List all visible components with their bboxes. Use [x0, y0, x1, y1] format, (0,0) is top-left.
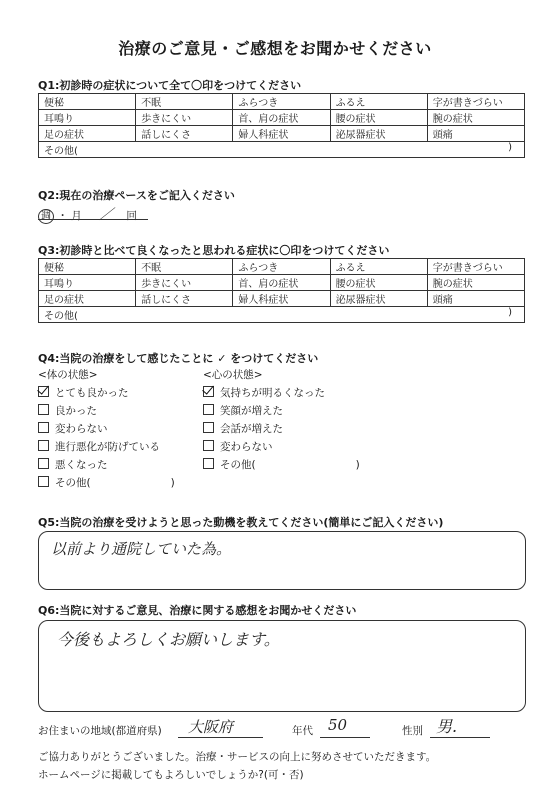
age-underline: [320, 737, 370, 738]
checkbox-label: 変わらない: [220, 441, 273, 453]
q5-answer: 以前より通院していた為。: [51, 540, 232, 558]
checkbox-item[interactable]: [38, 402, 218, 420]
gender-underline: [430, 737, 490, 738]
region-underline: [178, 737, 263, 738]
symptom-cell[interactable]: 首、肩の症状: [233, 110, 330, 126]
table-row: [39, 126, 525, 142]
checkbox-icon[interactable]: [38, 386, 49, 397]
q1-label: Q1:初診時の症状について全て〇印をつけてください: [38, 79, 302, 92]
gender-value[interactable]: 男.: [436, 717, 458, 736]
symptom-cell[interactable]: 不眠: [136, 259, 233, 275]
other-close-paren: ): [355, 459, 360, 471]
symptom-cell[interactable]: ふらつき: [233, 259, 330, 275]
checkbox-item[interactable]: [203, 402, 433, 420]
checkbox-label: 気持ちが明るくなった: [220, 387, 325, 399]
symptom-cell[interactable]: ふるえ: [330, 259, 427, 275]
region-label: お住まいの地域(都道府県): [38, 725, 162, 737]
pace-separator: ・: [57, 210, 68, 222]
checkbox-icon[interactable]: [203, 422, 214, 433]
symptom-cell[interactable]: 字が書きづらい: [427, 94, 524, 110]
region-value[interactable]: 大阪府: [188, 718, 234, 736]
q3-label: Q3:初診時と比べて良くなったと思われる症状に〇印をつけてください: [38, 244, 390, 257]
gender-label: 性別: [402, 725, 423, 737]
checkbox-icon[interactable]: [38, 404, 49, 415]
symptom-cell[interactable]: 腰の症状: [330, 110, 427, 126]
symptom-cell[interactable]: 足の症状: [39, 126, 136, 142]
checkbox-item[interactable]: [203, 438, 433, 456]
table-row: [39, 110, 525, 126]
q2-pace-field: [38, 204, 137, 224]
symptom-cell[interactable]: 泌尿器症状: [330, 126, 427, 142]
symptom-cell[interactable]: ふらつき: [233, 94, 330, 110]
symptom-cell[interactable]: 便秘: [39, 259, 136, 275]
age-value[interactable]: 50: [328, 716, 348, 734]
checkbox-icon[interactable]: [203, 386, 214, 397]
checkbox-item[interactable]: [38, 474, 218, 492]
checkbox-label: とても良かった: [55, 387, 129, 399]
checkbox-label: 会話が増えた: [220, 423, 283, 435]
other-label: その他(: [44, 146, 78, 157]
checkbox-label: その他(: [55, 477, 91, 489]
checkbox-label: 良かった: [55, 405, 97, 417]
q2-underline: [38, 219, 148, 220]
times-label: 回: [126, 210, 137, 222]
checkbox-icon[interactable]: [38, 440, 49, 451]
other-close-paren: ): [508, 307, 512, 318]
other-symptom-field[interactable]: [39, 142, 525, 158]
symptom-cell[interactable]: 腕の症状: [427, 275, 524, 291]
q2-label: Q2:現在の治療ペースをご記入ください: [38, 189, 235, 202]
q6-label: Q6:当院に対するご意見、治療に関する感想をお聞かせください: [38, 604, 357, 617]
checkbox-item[interactable]: [203, 384, 433, 402]
homepage-consent: ホームページに掲載してもよろしいでしょうか?(可・否): [38, 769, 304, 781]
symptom-cell[interactable]: 頭痛: [427, 291, 524, 307]
symptom-cell[interactable]: 泌尿器症状: [330, 291, 427, 307]
symptom-cell[interactable]: 字が書きづらい: [427, 259, 524, 275]
symptom-cell[interactable]: 腕の症状: [427, 110, 524, 126]
checkbox-label: 悪くなった: [55, 459, 108, 471]
checkbox-label: 笑顔が増えた: [220, 405, 283, 417]
q4-label: Q4:当院の治療をして感じたことに ✓ をつけてください: [38, 352, 319, 365]
checkbox-icon[interactable]: [203, 458, 214, 469]
q6-answer-box[interactable]: [38, 620, 526, 712]
q6-answer: 今後もよろしくお願いします。: [57, 630, 280, 649]
symptom-cell[interactable]: 首、肩の症状: [233, 275, 330, 291]
symptom-cell[interactable]: 婦人科症状: [233, 291, 330, 307]
other-close-paren: ): [508, 142, 512, 153]
checkbox-item[interactable]: [38, 438, 218, 456]
checkbox-label: その他(: [220, 459, 256, 471]
symptom-cell[interactable]: 不眠: [136, 94, 233, 110]
symptom-cell[interactable]: 話しにくさ: [136, 291, 233, 307]
week-circled: 週: [38, 209, 54, 224]
body-state-header: <体の状態>: [38, 369, 98, 381]
q4-mind-column: [203, 366, 433, 474]
symptom-cell[interactable]: 耳鳴り: [39, 275, 136, 291]
checkbox-icon[interactable]: [203, 440, 214, 451]
table-row-other: [39, 307, 525, 323]
symptom-cell[interactable]: 便秘: [39, 94, 136, 110]
q5-label: Q5:当院の治療を受けようと思った動機を教えてください(簡単にご記入ください): [38, 516, 444, 529]
checkbox-item[interactable]: [203, 456, 433, 474]
checkbox-icon[interactable]: [203, 404, 214, 415]
symptom-cell[interactable]: 腰の症状: [330, 275, 427, 291]
checkbox-icon[interactable]: [38, 458, 49, 469]
checkbox-icon[interactable]: [38, 422, 49, 433]
checkbox-icon[interactable]: [38, 476, 49, 487]
table-row: [39, 275, 525, 291]
symptom-cell[interactable]: 足の症状: [39, 291, 136, 307]
table-row: [39, 259, 525, 275]
q4-body-column: [38, 366, 218, 492]
symptom-cell[interactable]: 婦人科症状: [233, 126, 330, 142]
other-symptom-field[interactable]: [39, 307, 525, 323]
table-row-other: [39, 142, 525, 158]
symptom-cell[interactable]: 歩きにくい: [136, 110, 233, 126]
checkbox-item[interactable]: [38, 420, 218, 438]
q1-symptom-table: [38, 93, 525, 158]
mind-state-header: <心の状態>: [203, 369, 263, 381]
checkbox-item[interactable]: [38, 456, 218, 474]
age-label: 年代: [292, 725, 313, 737]
other-close-paren: ): [170, 477, 175, 489]
symptom-cell[interactable]: 話しにくさ: [136, 126, 233, 142]
pace-slash: ／: [99, 207, 114, 223]
table-row: [39, 94, 525, 110]
q5-answer-box[interactable]: [38, 531, 526, 590]
symptom-cell[interactable]: ふるえ: [330, 94, 427, 110]
checkbox-item[interactable]: [203, 420, 433, 438]
symptom-cell[interactable]: 耳鳴り: [39, 110, 136, 126]
checkbox-item[interactable]: [38, 384, 218, 402]
table-row: [39, 291, 525, 307]
symptom-cell[interactable]: 頭痛: [427, 126, 524, 142]
form-title: 治療のご意見・ご感想をお聞かせください: [118, 39, 432, 58]
checkbox-label: 進行悪化が防げている: [55, 441, 160, 453]
checkbox-label: 変わらない: [55, 423, 108, 435]
other-label: その他(: [44, 311, 78, 322]
q3-symptom-table: [38, 258, 525, 323]
symptom-cell[interactable]: 歩きにくい: [136, 275, 233, 291]
month-label: 月: [71, 210, 82, 222]
thanks-text: ご協力ありがとうございました。治療・サービスの向上に努めさせていただきます。: [38, 751, 437, 763]
